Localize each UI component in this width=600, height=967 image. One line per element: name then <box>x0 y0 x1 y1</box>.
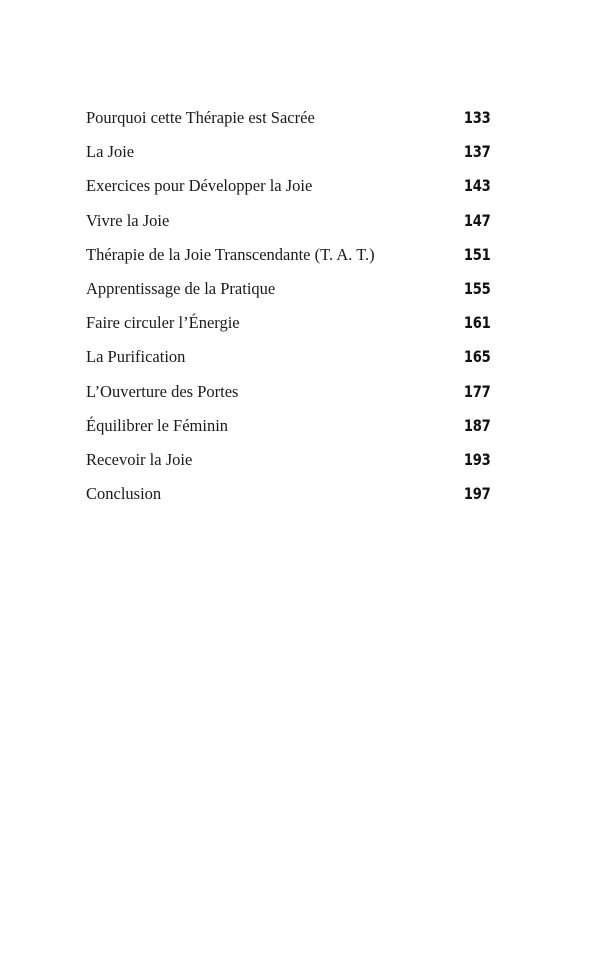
toc-entry-title: Faire circuler l’Énergie <box>86 313 240 333</box>
toc-entry-title: La Purification <box>86 347 186 367</box>
toc-entry-title: Conclusion <box>86 484 162 504</box>
toc-entry-page: 133 <box>463 108 490 127</box>
toc-entry <box>86 279 490 313</box>
toc-entry-page: 193 <box>463 449 490 469</box>
toc-entry-title: L’Ouverture des Portes <box>86 381 239 401</box>
toc-entry-title: Thérapie de la Joie Transcendante (T. A. T.) <box>86 244 375 264</box>
toc-entry-page: 187 <box>463 415 490 435</box>
toc-entry-page: 137 <box>463 142 490 162</box>
toc-entry-page: 161 <box>463 313 490 333</box>
toc-entry-page: 151 <box>463 244 490 264</box>
toc-entry-title: Recevoir la Joie <box>86 449 193 469</box>
toc-entry <box>86 211 490 245</box>
toc-entry <box>86 347 490 381</box>
toc-entry-page: 177 <box>463 381 490 401</box>
toc-entry <box>86 450 490 484</box>
toc-entry-title: Pourquoi cette Thérapie est Sacrée <box>86 108 315 127</box>
toc-entry <box>86 176 490 210</box>
toc-entry-title: Exercices pour Développer la Joie <box>86 176 313 196</box>
toc-entry-title: Équilibrer le Féminin <box>86 415 229 435</box>
toc-entry <box>86 245 490 279</box>
toc-entry <box>86 313 490 347</box>
toc-entry-title: La Joie <box>86 142 135 162</box>
toc-entry-page: 155 <box>463 278 490 298</box>
toc-entry-page: 147 <box>463 210 490 230</box>
toc-entry <box>86 108 490 142</box>
toc-entry <box>86 484 490 518</box>
toc-entry <box>86 382 490 416</box>
toc-entry <box>86 142 490 176</box>
toc-entry-page: 197 <box>463 484 490 504</box>
toc-entry-page: 165 <box>463 347 490 367</box>
toc-entry-title: Apprentissage de la Pratique <box>86 278 276 298</box>
toc-entry-page: 143 <box>463 176 490 196</box>
toc-entry-title: Vivre la Joie <box>86 210 170 230</box>
table-of-contents <box>86 108 490 518</box>
toc-entry <box>86 416 490 450</box>
